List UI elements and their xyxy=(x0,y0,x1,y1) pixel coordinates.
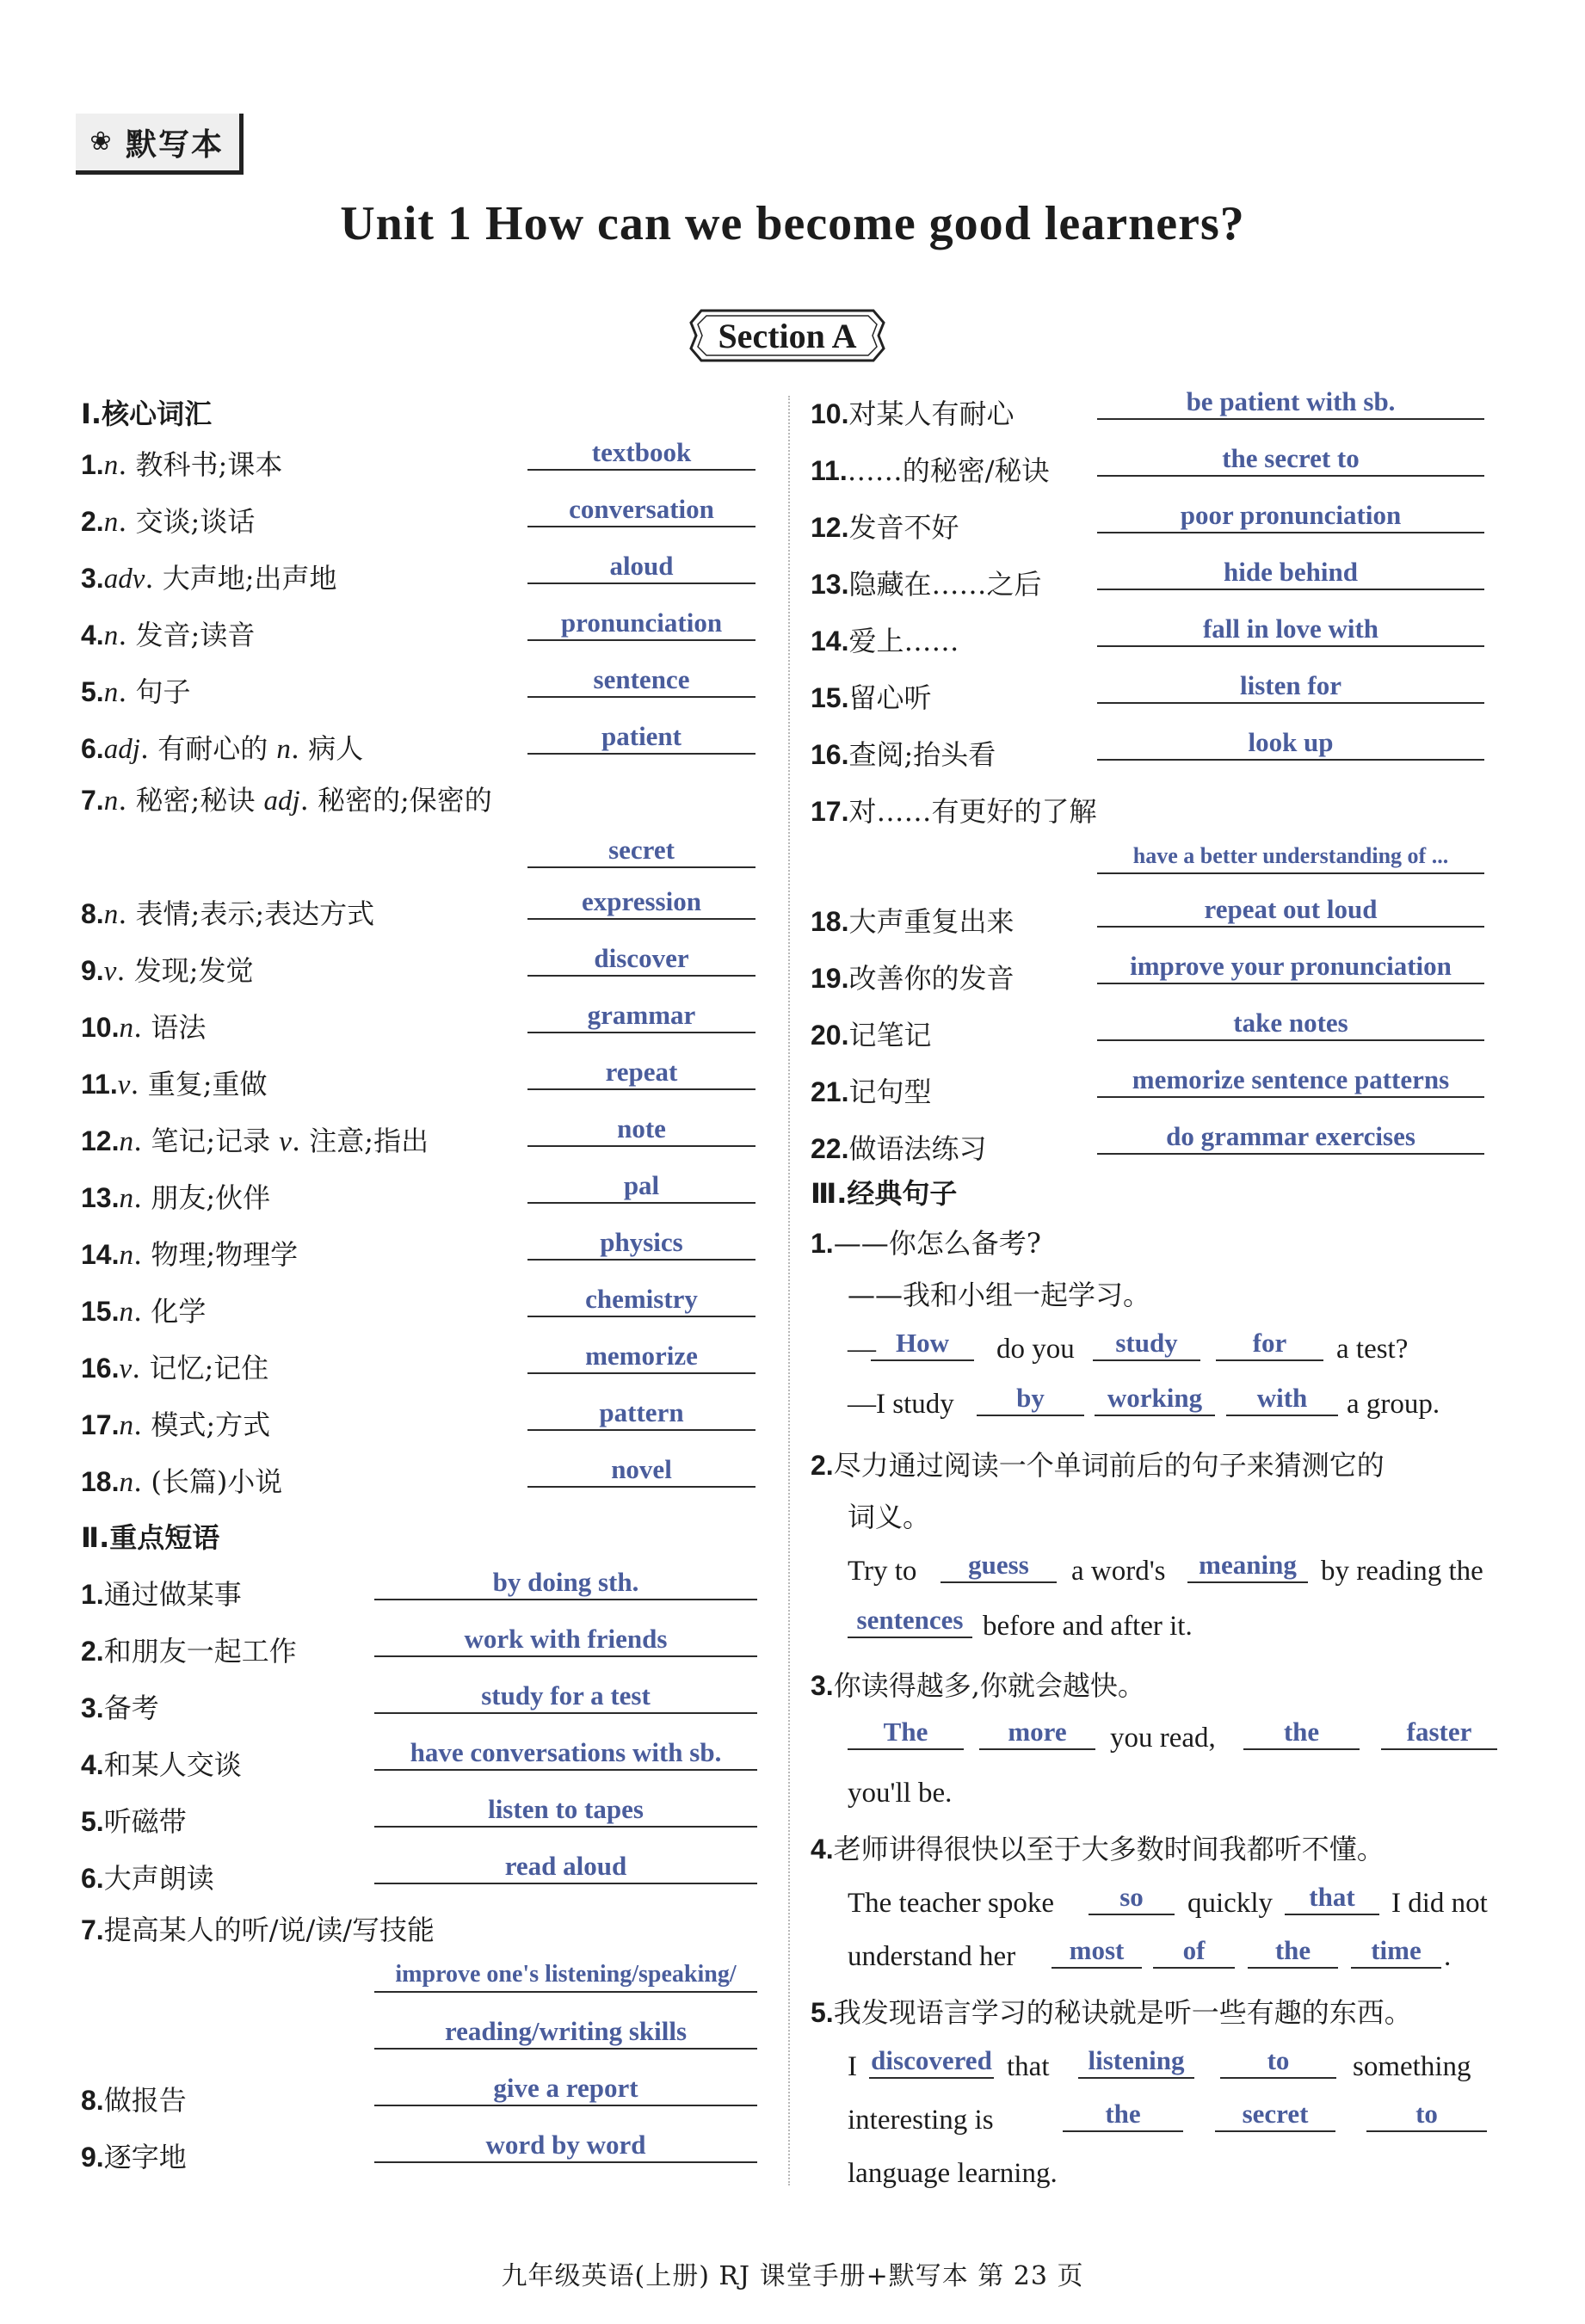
item-number: 1. xyxy=(81,449,104,480)
phrase-prompt xyxy=(811,1070,932,1110)
sentence-chinese: 你读得越多,你就会越快。 xyxy=(833,1669,1145,1702)
part-of-speech: n xyxy=(103,677,119,708)
answer-blank: the xyxy=(1063,2098,1183,2132)
item-number: 2. xyxy=(81,1636,104,1667)
item-number: 7. xyxy=(81,785,104,816)
sentence-text: I did not xyxy=(1391,1888,1488,1919)
phrase-prompt xyxy=(811,392,1015,432)
vocab-prompt: 18.n. (长篇)小说 xyxy=(81,1465,283,1498)
answer-blank: take notes xyxy=(1097,1007,1484,1041)
sentence-text: a test? xyxy=(1336,1334,1409,1365)
answer-blank: the xyxy=(1248,1934,1338,1969)
part-of-speech: v xyxy=(103,956,117,987)
chinese-meaning: 逐字地 xyxy=(103,2141,187,2173)
item-number: 8. xyxy=(81,898,104,929)
sentence-text: —I study xyxy=(848,1389,954,1420)
item-number: 16. xyxy=(81,1353,120,1384)
sentence-text: do you xyxy=(996,1334,1075,1365)
sentence-text: you read, xyxy=(1110,1723,1216,1754)
vocab-prompt: 16.v. 记忆;记住 xyxy=(81,1352,269,1384)
chinese-meaning: 句子 xyxy=(135,675,191,708)
phrase-prompt xyxy=(81,1800,187,1840)
part-of-speech: n xyxy=(103,899,119,930)
phrase-prompt xyxy=(811,449,1050,489)
answer-blank: be patient with sb. xyxy=(1097,385,1484,420)
answer-blank: by doing sth. xyxy=(374,1566,757,1600)
part-of-speech: n xyxy=(119,1410,133,1441)
item-number: 6. xyxy=(81,733,104,764)
answer-blank: aloud xyxy=(527,550,755,584)
answer-blank: the xyxy=(1243,1716,1360,1750)
answer-blank: have conversations with sb. xyxy=(374,1736,757,1771)
part-of-speech: v xyxy=(119,1353,133,1384)
answer-blank: working xyxy=(1095,1382,1215,1416)
part-of-speech: n xyxy=(119,1297,133,1328)
item-number: 14. xyxy=(811,626,849,657)
phrase-prompt xyxy=(81,2136,187,2175)
item-number: 16. xyxy=(811,739,849,770)
sentence-text: a group. xyxy=(1347,1389,1440,1420)
part-of-speech: v xyxy=(117,1070,131,1100)
part-of-speech: n xyxy=(103,786,119,817)
phrase-prompt xyxy=(81,1743,242,1783)
item-number: 10. xyxy=(811,398,849,429)
answer-blank: so xyxy=(1089,1881,1175,1915)
chinese-meaning: 病人 xyxy=(308,732,364,765)
answer-blank: novel xyxy=(527,1453,755,1488)
sentence-text: understand her xyxy=(848,1941,1016,1972)
answer-blank: that xyxy=(1285,1881,1379,1915)
chinese-meaning: 注意;指出 xyxy=(309,1125,429,1157)
answer-blank: secret xyxy=(527,834,755,868)
chinese-meaning: 提高某人的听/说/读/写技能 xyxy=(103,1914,435,1946)
answer-blank: of xyxy=(1153,1934,1235,1969)
chinese-meaning: 模式;方式 xyxy=(151,1409,271,1441)
s1-dash: — xyxy=(848,1334,876,1365)
sentence-3 xyxy=(811,1664,1145,1704)
answer-blank: meaning xyxy=(1187,1549,1308,1583)
item-number: 19. xyxy=(811,963,849,994)
sentence-number: 2. xyxy=(811,1450,834,1481)
answer-blank: the secret to xyxy=(1097,442,1484,477)
answer-blank: listen to tapes xyxy=(374,1793,757,1828)
answer-blank: textbook xyxy=(527,436,755,471)
answer-blank: to xyxy=(1220,2044,1336,2079)
phrase-prompt xyxy=(81,1908,435,1948)
item-number: 13. xyxy=(811,569,849,600)
chinese-meaning: 记句型 xyxy=(848,1076,932,1108)
chinese-meaning: 大声朗读 xyxy=(103,1862,214,1895)
part2-heading: Ⅱ.重点短语 xyxy=(81,1521,220,1554)
sentence-text: before and after it. xyxy=(983,1611,1193,1642)
item-number: 20. xyxy=(811,1020,849,1051)
phrase-prompt xyxy=(81,1630,297,1669)
answer-blank: chemistry xyxy=(527,1283,755,1317)
sentence-chinese: 我发现语言学习的秘诀就是听一些有趣的东西。 xyxy=(833,1996,1412,2029)
part-of-speech: n xyxy=(119,1183,133,1214)
answer-blank: pal xyxy=(527,1169,755,1204)
part-of-speech: n xyxy=(119,1467,133,1498)
vocab-prompt: 12.n. 笔记;记录 v. 注意;指出 xyxy=(81,1125,429,1157)
part-of-speech: v xyxy=(279,1126,292,1157)
phrase-prompt xyxy=(811,563,1042,602)
item-number: 22. xyxy=(811,1133,849,1164)
sentence-text: you'll be. xyxy=(848,1778,953,1809)
phrase-prompt xyxy=(811,676,932,716)
answer-blank: more xyxy=(979,1716,1095,1750)
sentence-text: . xyxy=(1444,1941,1452,1972)
chinese-meaning: ……的秘密/秘诀 xyxy=(847,454,1050,487)
answer-blank: to xyxy=(1366,2098,1487,2132)
item-number: 5. xyxy=(81,1806,104,1837)
chinese-meaning: 对……有更好的了解 xyxy=(848,795,1097,828)
sentence-text: I xyxy=(848,2051,857,2082)
answer-blank: most xyxy=(1052,1934,1142,1969)
answer-blank: physics xyxy=(527,1226,755,1261)
chinese-meaning: 改善你的发音 xyxy=(848,962,1015,995)
section-title: Section A xyxy=(718,316,857,355)
item-number: 17. xyxy=(81,1409,120,1440)
item-number: 1. xyxy=(81,1579,104,1610)
sentence-text: language learning. xyxy=(848,2158,1058,2189)
answer-blank: have a better understanding of ... xyxy=(1097,840,1484,874)
answer-blank: reading/writing skills xyxy=(374,2015,757,2050)
vocab-prompt: 17.n. 模式;方式 xyxy=(81,1409,271,1441)
chinese-meaning: 通过做某事 xyxy=(103,1578,242,1611)
chinese-meaning: 交谈;谈话 xyxy=(135,505,256,538)
vocab-prompt: 1.n. 教科书;课本 xyxy=(81,448,283,481)
sentence-text: something xyxy=(1353,2051,1471,2082)
phrase-prompt xyxy=(811,957,1015,996)
sentence-number: 4. xyxy=(811,1834,834,1865)
item-number: 9. xyxy=(81,955,104,986)
chinese-meaning: 化学 xyxy=(151,1295,207,1328)
item-number: 12. xyxy=(81,1125,120,1156)
part-of-speech: n xyxy=(103,620,119,651)
answer-blank: listen for xyxy=(1097,669,1484,704)
answer-blank: do grammar exercises xyxy=(1097,1120,1484,1155)
answer-blank: hide behind xyxy=(1097,556,1484,590)
answer-blank: grammar xyxy=(527,999,755,1033)
answer-blank: improve your pronunciation xyxy=(1097,950,1484,984)
chinese-meaning: 做语法练习 xyxy=(848,1132,987,1165)
chinese-meaning: 表情;表示;表达方式 xyxy=(135,897,375,930)
phrase-prompt xyxy=(811,506,959,546)
item-number: 9. xyxy=(81,2142,104,2173)
answer-blank: give a report xyxy=(374,2072,757,2106)
sentence-text: quickly xyxy=(1187,1888,1273,1919)
chinese-meaning: 发音;读音 xyxy=(135,619,256,651)
answer-blank: memorize xyxy=(527,1340,755,1374)
answer-blank: pattern xyxy=(527,1396,755,1431)
phrase-prompt xyxy=(811,900,1015,940)
chinese-meaning: (长篇)小说 xyxy=(151,1465,283,1498)
sentence-text: a word's xyxy=(1071,1556,1166,1587)
answer-blank: for xyxy=(1216,1327,1323,1361)
chinese-meaning: 大声地;出声地 xyxy=(162,562,337,595)
phrase-prompt xyxy=(811,1127,987,1167)
item-number: 15. xyxy=(811,682,849,713)
answer-blank: study for a test xyxy=(374,1680,757,1714)
sentence-chinese: 词义。 xyxy=(848,1501,931,1533)
item-number: 18. xyxy=(811,906,849,937)
chinese-meaning: 秘密的;保密的 xyxy=(318,784,492,817)
part-of-speech: n xyxy=(119,1240,133,1271)
sentence-4 xyxy=(811,1828,1385,1867)
chinese-meaning: 教科书;课本 xyxy=(135,448,283,481)
part-of-speech: adv xyxy=(103,564,145,595)
answer-blank: secret xyxy=(1215,2098,1335,2132)
chinese-meaning: 大声重复出来 xyxy=(848,905,1015,938)
answer-blank: study xyxy=(1093,1327,1200,1361)
chinese-meaning: 有耐心的 xyxy=(157,732,268,765)
answer-blank: by xyxy=(977,1382,1084,1416)
item-number: 13. xyxy=(81,1182,120,1213)
notebook-tag xyxy=(76,114,244,175)
item-number: 4. xyxy=(81,1749,104,1780)
chinese-meaning: 重复;重做 xyxy=(147,1068,268,1100)
column-divider xyxy=(788,396,790,2185)
sentence-text: Try to xyxy=(848,1556,917,1587)
item-number: 21. xyxy=(811,1076,849,1107)
sentence-text: The teacher spoke xyxy=(848,1888,1055,1919)
answer-blank: read aloud xyxy=(374,1850,757,1884)
part-of-speech: n xyxy=(103,507,119,538)
chinese-meaning: 发现;发觉 xyxy=(133,954,254,987)
sentence-number: 1. xyxy=(811,1228,834,1259)
phrase-prompt xyxy=(811,733,996,773)
answer-blank: discovered xyxy=(869,2044,994,2079)
item-number: 2. xyxy=(81,506,104,537)
item-number: 14. xyxy=(81,1239,120,1270)
phrase-prompt xyxy=(811,1014,932,1053)
chinese-meaning: 听磁带 xyxy=(103,1805,187,1838)
item-number: 15. xyxy=(81,1296,120,1327)
answer-blank: repeat out loud xyxy=(1097,893,1484,928)
item-number: 10. xyxy=(81,1012,120,1043)
part1-heading: Ⅰ.核心词汇 xyxy=(81,398,213,430)
chinese-meaning: 备考 xyxy=(103,1692,159,1724)
answer-blank: patient xyxy=(527,720,755,755)
part-of-speech: n xyxy=(276,734,291,765)
item-number: 3. xyxy=(81,563,104,594)
phrase-prompt xyxy=(81,2079,187,2118)
sentence-5 xyxy=(811,1991,1412,2031)
sentence-1 xyxy=(811,1222,1041,1261)
item-number: 18. xyxy=(81,1466,120,1497)
sentence-chinese: 老师讲得很快以至于大多数时间我都听不懂。 xyxy=(833,1833,1385,1865)
vocab-prompt: 2.n. 交谈;谈话 xyxy=(81,505,256,538)
answer-blank: listening xyxy=(1078,2044,1194,2079)
answer-blank: poor pronunciation xyxy=(1097,499,1484,533)
answer-blank: pronunciation xyxy=(527,607,755,641)
phrase-prompt xyxy=(81,1686,159,1726)
unit-title: Unit 1 How can we become good learners? xyxy=(340,197,1245,250)
vocab-prompt: 15.n. 化学 xyxy=(81,1295,207,1328)
chinese-meaning: 和某人交谈 xyxy=(103,1748,242,1781)
answer-blank: improve one's listening/speaking/ xyxy=(374,1958,757,1993)
chinese-meaning: 笔记;记录 xyxy=(151,1125,271,1157)
vocab-prompt: 4.n. 发音;读音 xyxy=(81,619,256,651)
sentence-1-line2: ——我和小组一起学习。 xyxy=(848,1279,1151,1311)
item-number: 17. xyxy=(811,796,849,827)
answer-blank: guess xyxy=(941,1549,1057,1583)
answer-blank: sentences xyxy=(848,1604,972,1638)
sentence-2 xyxy=(811,1444,1385,1483)
sentence-text: by reading the xyxy=(1321,1556,1483,1587)
answer-blank: discover xyxy=(527,942,755,977)
phrase-prompt xyxy=(811,620,959,659)
vocab-prompt: 3.adv. 大声地;出声地 xyxy=(81,562,337,595)
sentence-number: 5. xyxy=(811,1997,834,2028)
chinese-meaning: 秘密;秘诀 xyxy=(135,784,256,817)
item-number: 7. xyxy=(81,1914,104,1945)
vocab-prompt: 14.n. 物理;物理学 xyxy=(81,1238,299,1271)
answer-blank: with xyxy=(1226,1382,1338,1416)
item-number: 11. xyxy=(811,455,848,486)
item-number: 5. xyxy=(81,676,104,707)
vocab-prompt: 10.n. 语法 xyxy=(81,1011,207,1044)
chinese-meaning: 隐藏在……之后 xyxy=(848,568,1042,601)
sentence-chinese: 尽力通过阅读一个单词前后的句子来猜测它的 xyxy=(833,1449,1385,1482)
item-number: 4. xyxy=(81,620,104,650)
page-footer: 九年级英语(上册) RJ 课堂手册+默写本 第 23 页 xyxy=(501,2261,1084,2291)
answer-blank: expression xyxy=(527,885,755,920)
part-of-speech: n xyxy=(103,450,119,481)
answer-blank: note xyxy=(527,1113,755,1147)
chinese-meaning: 发音不好 xyxy=(848,511,959,544)
item-number: 3. xyxy=(81,1692,104,1723)
item-number: 12. xyxy=(811,512,849,543)
chinese-meaning: 朋友;伙伴 xyxy=(151,1181,271,1214)
answer-blank: memorize sentence patterns xyxy=(1097,1063,1484,1098)
vocab-prompt: 6.adj. 有耐心的 n. 病人 xyxy=(81,732,364,765)
chinese-meaning: 记笔记 xyxy=(848,1019,932,1051)
sentence-number: 3. xyxy=(811,1670,834,1701)
vocab-prompt: 8.n. 表情;表示;表达方式 xyxy=(81,897,375,930)
answer-blank: The xyxy=(848,1716,964,1750)
phrase-prompt xyxy=(81,1573,242,1612)
chinese-meaning: 做报告 xyxy=(103,2084,187,2117)
answer-blank: conversation xyxy=(527,493,755,527)
answer-blank: repeat xyxy=(527,1056,755,1090)
item-number: 6. xyxy=(81,1863,104,1894)
answer-blank: fall in love with xyxy=(1097,613,1484,647)
sentence-chinese: ——你怎么备考? xyxy=(833,1227,1041,1260)
chinese-meaning: 查阅;抬头看 xyxy=(848,738,996,771)
chinese-meaning: 爱上…… xyxy=(848,625,959,657)
answer-blank: sentence xyxy=(527,663,755,698)
vocab-prompt: 11.v. 重复;重做 xyxy=(81,1068,268,1100)
part-of-speech: adj xyxy=(263,786,300,817)
vocab-prompt: 13.n. 朋友;伙伴 xyxy=(81,1181,271,1214)
phrase-prompt xyxy=(811,790,1097,829)
section-badge xyxy=(684,305,891,366)
sentence-text: that xyxy=(1007,2051,1050,2082)
part-of-speech: n xyxy=(119,1126,133,1157)
chinese-meaning: 留心听 xyxy=(848,681,932,714)
item-number: 11. xyxy=(81,1069,118,1100)
item-number: 8. xyxy=(81,2085,104,2116)
vocab-prompt: 9.v. 发现;发觉 xyxy=(81,954,254,987)
phrase-prompt xyxy=(81,1857,214,1896)
logo-icon: ❀ xyxy=(89,126,112,157)
tag-label: 默写本 xyxy=(126,126,225,163)
part3-heading: Ⅲ.经典句子 xyxy=(811,1177,958,1210)
chinese-meaning: 和朋友一起工作 xyxy=(103,1635,297,1667)
sentence-text: interesting is xyxy=(848,2105,994,2136)
chinese-meaning: 物理;物理学 xyxy=(151,1238,299,1271)
answer-blank: How xyxy=(871,1327,974,1361)
answer-blank: look up xyxy=(1097,726,1484,761)
answer-blank: work with friends xyxy=(374,1623,757,1657)
vocab-prompt: 5.n. 句子 xyxy=(81,675,191,708)
answer-blank: time xyxy=(1351,1934,1441,1969)
answer-blank: word by word xyxy=(374,2129,757,2163)
vocab-prompt: 7.n. 秘密;秘诀 adj. 秘密的;保密的 xyxy=(81,784,492,817)
chinese-meaning: 语法 xyxy=(151,1011,207,1044)
part-of-speech: adj xyxy=(103,734,140,765)
part-of-speech: n xyxy=(119,1013,133,1044)
answer-blank: faster xyxy=(1381,1716,1497,1750)
chinese-meaning: 记忆;记住 xyxy=(149,1352,269,1384)
chinese-meaning: 对某人有耐心 xyxy=(848,398,1015,430)
